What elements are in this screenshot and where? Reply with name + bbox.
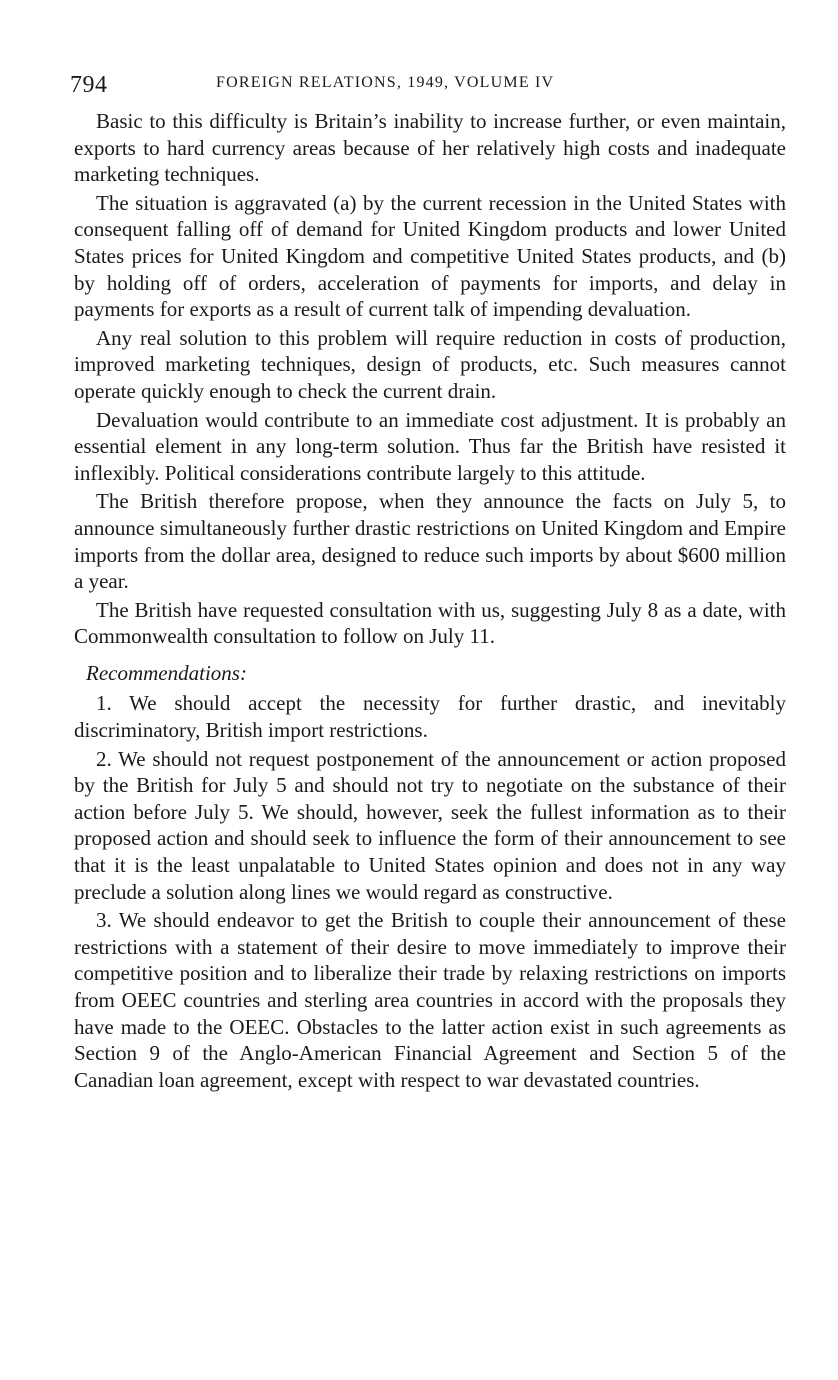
- running-head: FOREIGN RELATIONS, 1949, VOLUME IV: [216, 74, 555, 91]
- recommendations-list: [74, 690, 786, 1093]
- recommendation-item: 3. We should endeavor to get the British to couple their announcement of these restrictions with a statement of their desire to move immediately to improve their competitive position and to liberalize their trade by relaxing restrictions on imports from OEEC countries and sterling area countries in accord with the proposals they have made to the OEEC. Obstacles to the latter action exist in such agreements as Section 9 of the Anglo-American Financial Agreement and Section 5 of the Canadian loan agreement, except with respect to war devastated countries.: [74, 908, 786, 1092]
- recommendations-heading: Recommendations:: [86, 660, 247, 685]
- recommendation-item: 2. We should not request postponement of the announcement or action proposed by the British for July 5 and should not try to negotiate on the substance of their action before July 5. We should, however, seek the fullest information as to their proposed action and should seek to influence the form of their announcement to see that it is the least unpalatable to United States opinion and does not in any way preclude a solution along lines we would regard as constructive.: [74, 746, 786, 904]
- page-number: 794: [70, 72, 108, 98]
- paragraph: The situation is aggravated (a) by the current recession in the United States with consequent falling off of demand for United Kingdom products and lower United States prices for United Kingdom and competitive United States products, and (b) by holding off of orders, acceleration of payments for imports, and delay in payments for exports as a result of current talk of impending devaluation.: [74, 190, 786, 322]
- page-header: [70, 68, 790, 98]
- paragraph: Any real solution to this problem will require reduction in costs of production, improved marketing techniques, design of products, etc. Such measures cannot operate quickly enough to check the current drain.: [74, 325, 786, 403]
- paragraph: The British have requested consultation with us, suggesting July 8 as a date, with Commonwealth consultation to follow on July 11.: [74, 597, 786, 649]
- paragraph: The British therefore propose, when they announce the facts on July 5, to announce simultaneously further drastic restrictions on United Kingdom and Empire imports from the dollar area, designed to reduce such imports by about $600 million a year.: [74, 489, 786, 594]
- recommendation-item: 1. We should accept the necessity for further drastic, and inevitably discriminatory, British import restrictions.: [74, 691, 786, 743]
- paragraph: Devaluation would contribute to an immediate cost adjustment. It is probably an essential element in any long-term solution. Thus far the British have resisted it inflexibly. Political considerations contribute largely to this attitude.: [74, 407, 786, 485]
- document-body: [74, 108, 786, 1095]
- paragraph: Basic to this difficulty is Britain’s inability to increase further, or even maintain, exports to hard currency areas because of her relatively high costs and inadequate marketing techniques.: [74, 109, 786, 187]
